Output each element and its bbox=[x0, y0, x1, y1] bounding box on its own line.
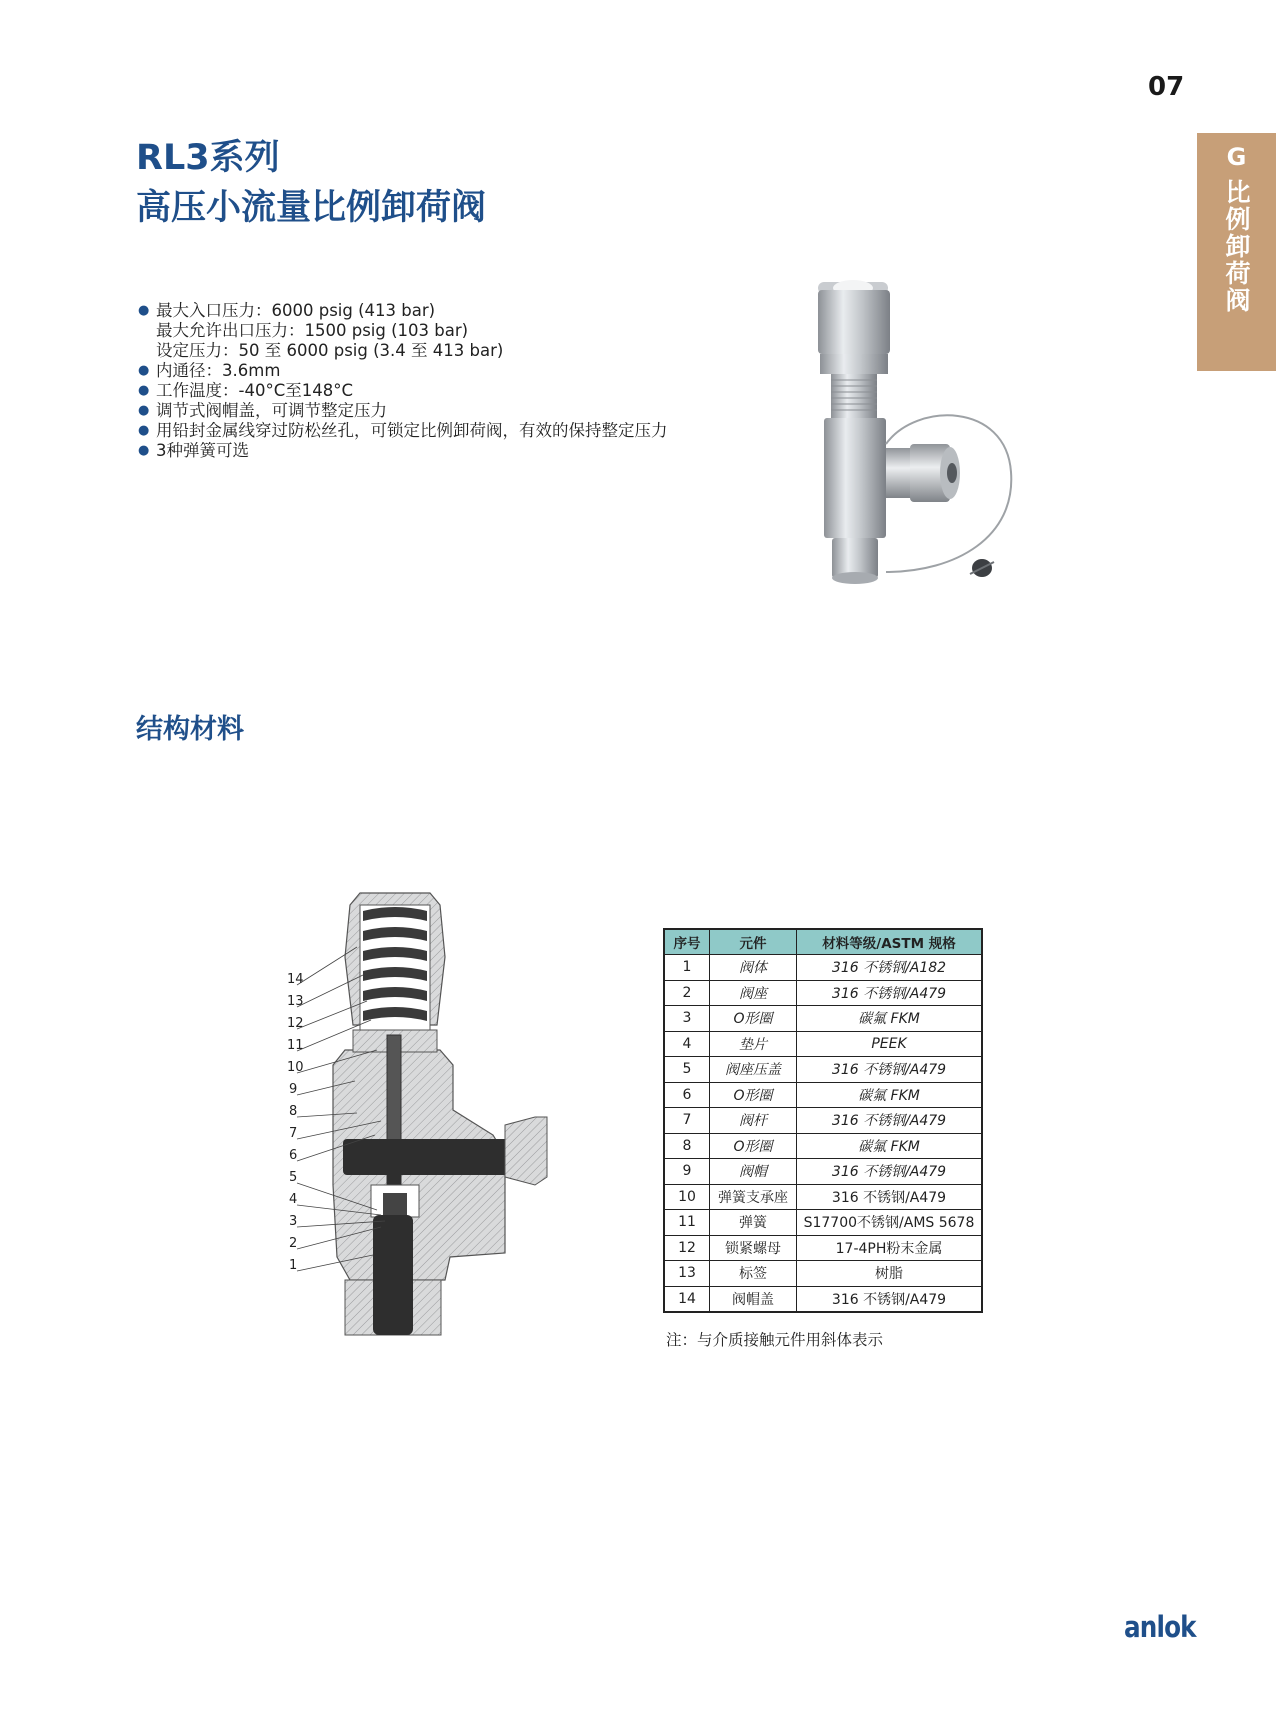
table-row bbox=[664, 1261, 982, 1287]
table-row bbox=[664, 980, 982, 1006]
callout-label: 7 bbox=[289, 1126, 298, 1141]
callout-label: 13 bbox=[287, 994, 304, 1009]
side-tab[interactable] bbox=[1197, 133, 1276, 371]
cell-part: 标签 bbox=[710, 1261, 797, 1287]
callout-label: 1 bbox=[289, 1258, 298, 1273]
table-row bbox=[664, 1184, 982, 1210]
feature-item: ● 用铅封金属线穿过防松丝孔，可锁定比例卸荷阀，有效的保持整定压力 bbox=[138, 421, 668, 441]
table-row bbox=[664, 1031, 982, 1057]
callout-label: 14 bbox=[287, 972, 304, 987]
cell-part: 垫片 bbox=[710, 1031, 797, 1057]
feature-item: 最大允许出口压力：1500 psig (103 bar) bbox=[156, 321, 469, 340]
cell-no: 13 bbox=[664, 1261, 710, 1287]
feature-item: ● 工作温度：-40°C至148°C bbox=[138, 381, 668, 401]
cell-material: 316 不锈钢/A479 bbox=[797, 1184, 983, 1210]
table-row bbox=[664, 1082, 982, 1108]
cell-material: 316 不锈钢/A182 bbox=[797, 955, 983, 981]
table-row bbox=[664, 1133, 982, 1159]
cell-material: 17-4PH粉末金属 bbox=[797, 1235, 983, 1261]
cell-part: 阀帽盖 bbox=[710, 1286, 797, 1312]
cell-no: 5 bbox=[664, 1057, 710, 1083]
cell-part: 锁紧螺母 bbox=[710, 1235, 797, 1261]
feature-list bbox=[138, 301, 668, 461]
header-material: 材料等级/ASTM 规格 bbox=[797, 929, 983, 955]
table-note: 注：与介质接触元件用斜体表示 bbox=[666, 1331, 884, 1349]
table-row bbox=[664, 1210, 982, 1236]
callout-label: 10 bbox=[287, 1060, 304, 1075]
cross-section-diagram bbox=[285, 885, 595, 1355]
table-row bbox=[664, 1108, 982, 1134]
cell-material: 316 不锈钢/A479 bbox=[797, 980, 983, 1006]
page-title bbox=[136, 133, 486, 233]
cell-material: 碳氟 FKM bbox=[797, 1133, 983, 1159]
materials-table bbox=[663, 928, 983, 1313]
cell-material: PEEK bbox=[797, 1031, 983, 1057]
cell-material: 316 不锈钢/A479 bbox=[797, 1286, 983, 1312]
cell-no: 14 bbox=[664, 1286, 710, 1312]
table-row bbox=[664, 1159, 982, 1185]
title-series: RL3系列 bbox=[136, 138, 280, 178]
table-row bbox=[664, 1057, 982, 1083]
cell-part: 阀杆 bbox=[710, 1108, 797, 1134]
cell-material: 316 不锈钢/A479 bbox=[797, 1057, 983, 1083]
cell-material: S17700不锈钢/AMS 5678 bbox=[797, 1210, 983, 1236]
cell-part: 弹簧 bbox=[710, 1210, 797, 1236]
table-row bbox=[664, 1286, 982, 1312]
cell-part: 阀座 bbox=[710, 980, 797, 1006]
feature-item: ● 3种弹簧可选 bbox=[138, 441, 668, 461]
cell-part: O形圈 bbox=[710, 1082, 797, 1108]
side-tab-letter: G bbox=[1226, 143, 1247, 171]
cell-material: 碳氟 FKM bbox=[797, 1082, 983, 1108]
cell-part: O形圈 bbox=[710, 1133, 797, 1159]
callout-label: 11 bbox=[287, 1038, 304, 1053]
callout-label: 3 bbox=[289, 1214, 298, 1229]
table-header-row bbox=[664, 929, 982, 955]
cell-no: 12 bbox=[664, 1235, 710, 1261]
cell-material: 316 不锈钢/A479 bbox=[797, 1108, 983, 1134]
table-row bbox=[664, 1006, 982, 1032]
cell-no: 9 bbox=[664, 1159, 710, 1185]
cell-no: 2 bbox=[664, 980, 710, 1006]
callout-label: 9 bbox=[289, 1082, 298, 1097]
cell-part: 阀座压盖 bbox=[710, 1057, 797, 1083]
cell-no: 8 bbox=[664, 1133, 710, 1159]
feature-item: ● 最大入口压力：6000 psig (413 bar) bbox=[138, 301, 668, 321]
cell-no: 6 bbox=[664, 1082, 710, 1108]
callout-label: 12 bbox=[287, 1016, 304, 1031]
cell-part: O形圈 bbox=[710, 1006, 797, 1032]
cell-part: 阀体 bbox=[710, 955, 797, 981]
callout-label: 5 bbox=[289, 1170, 298, 1185]
feature-item: 设定压力：50 至 6000 psig (3.4 至 413 bar) bbox=[156, 341, 504, 360]
page-number: 07 bbox=[1148, 72, 1185, 102]
cell-material: 树脂 bbox=[797, 1261, 983, 1287]
header-no: 序号 bbox=[664, 929, 710, 955]
outlet-fitting bbox=[505, 1117, 547, 1185]
callout-label: 8 bbox=[289, 1104, 298, 1119]
callout-label: 6 bbox=[289, 1148, 298, 1163]
feature-item: ● 调节式阀帽盖，可调节整定压力 bbox=[138, 401, 668, 421]
feature-item: ● 内通径：3.6mm bbox=[138, 361, 668, 381]
table-row bbox=[664, 1235, 982, 1261]
cell-no: 10 bbox=[664, 1184, 710, 1210]
cell-no: 1 bbox=[664, 955, 710, 981]
callout-label: 2 bbox=[289, 1236, 298, 1251]
cell-no: 11 bbox=[664, 1210, 710, 1236]
cell-material: 316 不锈钢/A479 bbox=[797, 1159, 983, 1185]
callout-label: 4 bbox=[289, 1192, 298, 1207]
table-row bbox=[664, 955, 982, 981]
cell-part: 弹簧支承座 bbox=[710, 1184, 797, 1210]
product-photo bbox=[806, 252, 1046, 606]
cell-no: 3 bbox=[664, 1006, 710, 1032]
header-part: 元件 bbox=[710, 929, 797, 955]
cell-no: 7 bbox=[664, 1108, 710, 1134]
cell-part: 阀帽 bbox=[710, 1159, 797, 1185]
brand-logo: anlok bbox=[1124, 1610, 1196, 1644]
cell-no: 4 bbox=[664, 1031, 710, 1057]
section-title: 结构材料 bbox=[136, 714, 244, 745]
side-tab-text: 比例卸荷阀 bbox=[1222, 179, 1251, 314]
title-product: 高压小流量比例卸荷阀 bbox=[136, 188, 487, 228]
cell-material: 碳氟 FKM bbox=[797, 1006, 983, 1032]
